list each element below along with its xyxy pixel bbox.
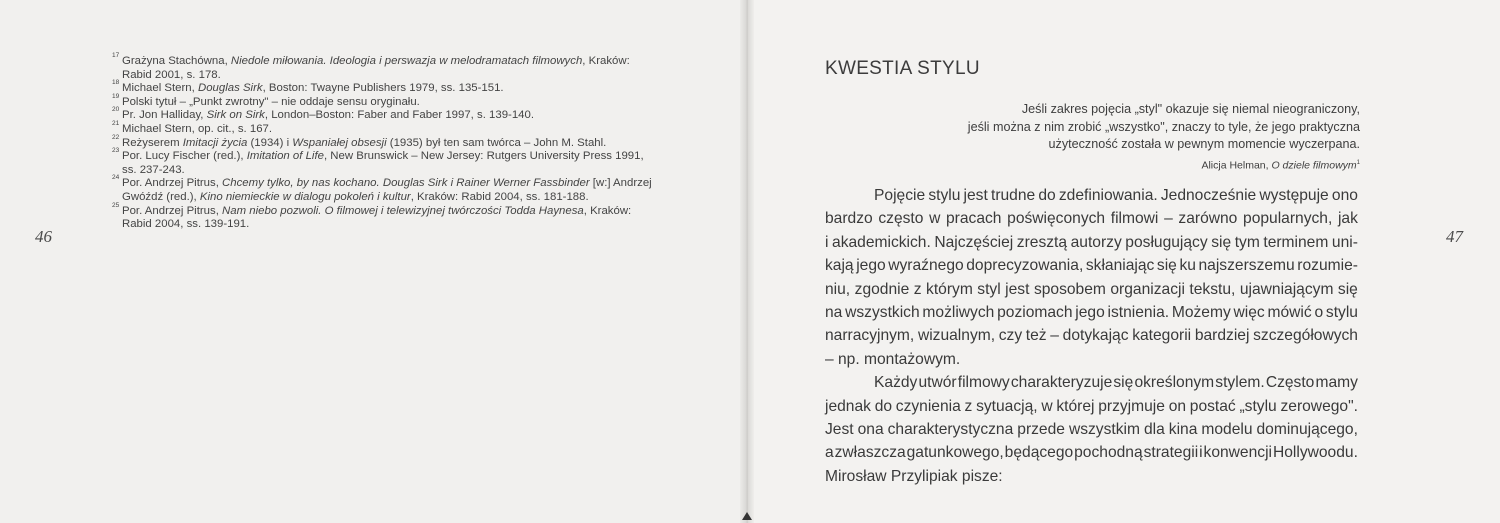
footnote-number: 23 [112,147,120,155]
footnote-number: 17 [112,52,120,59]
footnote-number: 22 [112,133,120,141]
body-line: Każdy utwór filmowy charakteryzuje się określonym stylem. Często mamy [874,374,1358,392]
left-page-number: 46 [35,227,52,246]
body-text [825,184,1358,488]
body-line: na wszystkich możliwych poziomach jego istnienia. Możemy więc mówić o stylu [825,304,1358,322]
footnote-title: Kino niemieckie w dialogu pokoleń i kultur [199,190,411,203]
body-line: a zwłaszcza gatunkowego, będącego pochodną strategii i konwencji Hollywoodu. [825,444,1358,462]
footnote-text: , Kraków: [583,204,632,217]
epigraph-footnote-ref: 1 [1356,159,1360,166]
body-line: bardzo często w pracach poświęconych filmowi – zarówno popularnych, jak [825,210,1358,228]
body-line: jednak do czynienia z sytuacją, w której przyjmuje on postać „stylu zerowego". [825,397,1358,415]
footnote-line [122,205,677,219]
footnote-line [122,82,677,96]
footnote-text: , New Brunswick – New Jersey: Rutgers University Press 1991, [323,150,644,163]
epigraph-attribution [900,155,1360,174]
footnote-text: (1934) i [247,136,293,149]
epigraph-author: Alicja Helman, [1201,159,1272,171]
epigraph-line: użyteczność została w pewnym momencie wyczerpana. [1048,137,1360,151]
footnote-text: Michael Stern, [122,82,198,95]
footnote [112,92,677,110]
footnote-title: Imitation of Life [246,150,324,163]
body-line: Mirosław Przylipiak pisze: [825,467,1003,485]
footnote-text: , London–Boston: Faber and Faber 1997, s. 139-140. [264,109,534,122]
footnote-title: Nam niebo pozwoli. O filmowej i telewizyjnej twórczości Todda Haynesa [222,204,584,217]
footnote [112,147,677,177]
book-spine [740,0,754,523]
footnote-text: Rabid 2001, s. 178. [122,68,221,81]
epigraph [900,101,1360,173]
epigraph-work: O dziele filmowym [1271,159,1357,171]
chapter-heading: KWESTIA STYLU [825,58,980,79]
footnote-text: Pr. Jon Halliday, [122,109,207,122]
body-line: narracyjnym, wizualnym, czy też – dotykając kategorii bardziej szczegółowych [825,327,1358,345]
footnote-line [122,164,677,178]
footnote-text: Grażyna Stachówna, [122,55,231,67]
footnote-number: 25 [112,201,120,209]
footnote [112,106,677,123]
footnote-line [122,218,677,232]
footnote-text: , Kraków: Rabid 2004, ss. 181-188. [410,190,589,203]
footnote-text: Rabid 2004, ss. 139-191. [122,218,250,231]
left-page [0,0,748,523]
footnote-text: Por. Andrzej Pitrus, [122,204,223,217]
footnote-number: 24 [112,174,120,182]
footnote-text: , Kraków: [582,55,630,67]
footnote-line [122,96,677,110]
footnote-line [122,150,677,164]
body-line: kają jego wyraźnego doprecyzowania, skłaniając się ku najszerszemu rozumie- [825,257,1358,275]
footnote-title: Imitacji życia [182,136,248,149]
footnote-text: Reżyserem [122,136,183,149]
footnote-text: Por. Lucy Fischer (red.), [122,150,247,163]
footnote [112,133,677,151]
footnote-number: 20 [112,106,120,114]
footnote [112,52,677,82]
footnote-title: Douglas Sirk [197,82,263,95]
body-line: – np. montażowym. [825,350,961,368]
footnote-number: 18 [112,79,120,87]
footnote-text: [w:] Andrzej [589,177,652,190]
footnote-number: 19 [112,92,120,100]
footnote-title: Wspaniałej obsesji [292,136,387,149]
footnote-text: Por. Andrzej Pitrus, [122,177,223,190]
body-line: niu, zgodnie z którym styl jest sposobem organizacji tekstu, ujawniającym się [825,280,1358,298]
right-page-number: 47 [1446,227,1463,246]
footnote-line [122,137,677,151]
footnotes-block [112,52,677,232]
spine-marker [742,512,752,520]
body-line: Pojęcie stylu jest trudne do zdefiniowania. Jednocześnie występuje ono [874,187,1358,204]
footnote [112,79,677,96]
footnote-title: Chcemy tylko, by nas kochano. Douglas Sirk i Rainer Werner Fassbinder [222,177,590,190]
footnote-line [122,55,677,69]
footnote-text: Polski tytuł – „Punkt zwrotny" – nie oddaje sensu oryginału. [122,95,420,108]
footnote-line [122,123,677,137]
footnote [112,201,677,232]
epigraph-line: jeśli można z nim zrobić „wszystko", znaczy to tyle, że jego praktyczna [967,119,1360,134]
footnote [112,174,677,204]
footnote-number: 21 [112,119,120,127]
footnote-line [122,177,677,191]
footnote [112,119,677,137]
body-line: Jest ona charakterystyczna przede wszystkim dla kina modelu dominującego, [825,421,1358,439]
footnote-line [122,109,677,123]
footnote-text: (1935) był ten sam twórca – John M. Stahl. [386,136,607,149]
footnote-text: Gwóźdź (red.), [122,190,200,203]
footnote-text: Michael Stern, op. cit., s. 167. [122,122,273,135]
footnote-line [122,69,677,83]
footnote-line [122,191,677,205]
body-line: i akademickich. Najczęściej zresztą autorzy posługujący się tym terminem uni- [825,233,1358,251]
footnote-text: ss. 237-243. [122,163,185,176]
footnote-title: Niedole miłowania. Ideologia i perswazja w melodramatach filmowych [230,55,583,67]
footnote-title: Sirk on Sirk [206,109,265,122]
epigraph-line: Jeśli zakres pojęcia „styl" okazuje się niemal nieograniczony, [1021,102,1360,116]
footnote-text: , Boston: Twayne Publishers 1979, ss. 135-151. [262,82,504,95]
